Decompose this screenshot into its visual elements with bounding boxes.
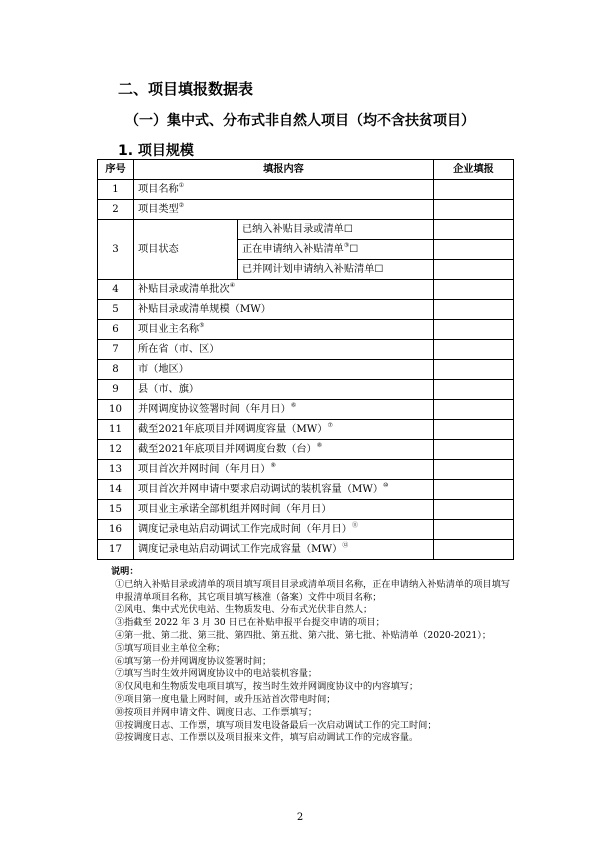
project-scale-table	[97, 159, 514, 560]
footnote-marker: ③	[343, 241, 350, 249]
footnote-marker: ⑦	[327, 421, 333, 429]
row-number: 1	[98, 180, 134, 200]
row-content-text: 项目名称	[138, 183, 179, 195]
row-content	[134, 540, 434, 560]
footnote-marker: ⑩	[383, 481, 389, 489]
note-line: ②风电、集中式光伏电站、生物质发电、分布式光伏非自然人；	[115, 604, 373, 616]
row-content-text: 补贴目录或清单批次	[138, 283, 230, 295]
section-heading: 二、项目填报数据表	[118, 80, 254, 98]
fill-cell[interactable]	[434, 340, 514, 360]
footnote-marker: ①	[178, 181, 185, 189]
row-content	[134, 300, 434, 320]
row-number: 13	[98, 460, 134, 480]
row-content-text: 截至2021年底项目并网调度台数（台）	[138, 443, 317, 455]
row-content-text: 县（市、旗）	[138, 383, 200, 395]
row-content	[134, 520, 434, 540]
row-content	[134, 220, 238, 280]
header-no: 序号	[98, 160, 134, 180]
table-row	[98, 320, 514, 340]
table-row	[98, 480, 514, 500]
fill-cell[interactable]	[434, 260, 514, 280]
row-number: 8	[98, 360, 134, 380]
footnote-marker: ⑥	[290, 401, 297, 409]
fill-cell[interactable]	[434, 420, 514, 440]
row-content	[134, 460, 434, 480]
note-line: ①已纳入补贴目录或清单的项目填写项目目录或清单项目名称，正在申请纳入补贴清单的项目填写申报清单项目名称，其它项目填写核准（备案）文件中项目名称；	[115, 578, 511, 603]
footnote-marker: ⑨	[270, 461, 276, 469]
note-line: ⑨项目第一度电量上网时间，或升压站首次带电时间；	[115, 693, 336, 705]
row-content	[134, 420, 434, 440]
status-option-text: 已纳入补贴目录或清单☐	[242, 223, 354, 235]
table-row	[98, 300, 514, 320]
row-content	[134, 320, 434, 340]
fill-cell[interactable]	[434, 360, 514, 380]
status-option	[238, 220, 434, 240]
fill-cell[interactable]	[434, 300, 514, 320]
note-line: ⑩按项目并网申请文件、调度日志、工作票填写；	[115, 706, 318, 718]
footnote-marker: ④	[229, 281, 236, 289]
note-line: ⑥填写第一份并网调度协议签署时间；	[115, 655, 272, 667]
row-number: 16	[98, 520, 134, 540]
table-row	[98, 540, 514, 560]
subsection-heading: （一）集中式、分布式非自然人项目（均不含扶贫项目）	[125, 113, 475, 129]
table-row	[98, 400, 514, 420]
row-number: 6	[98, 320, 134, 340]
row-number: 3	[98, 220, 134, 280]
row-content	[134, 480, 434, 500]
note-line: ⑫按调度日志、工作票以及项目报来文件，填写启动调试工作的完成容量。	[115, 732, 419, 744]
row-content	[134, 200, 434, 220]
row-content-text: 市（地区）	[138, 363, 189, 375]
header-fill: 企业填报	[434, 160, 514, 180]
checkbox-glyph: ☐	[349, 243, 359, 255]
footnote-marker: ⑫	[342, 541, 349, 549]
row-content	[134, 500, 434, 520]
row-number: 17	[98, 540, 134, 560]
row-content-text: 所在省（市、区）	[138, 343, 220, 355]
row-number: 7	[98, 340, 134, 360]
footnote-marker: ⑧	[316, 441, 323, 449]
fill-cell[interactable]	[434, 240, 514, 260]
fill-cell[interactable]	[434, 540, 514, 560]
table-header-row	[98, 160, 514, 180]
table-row	[98, 440, 514, 460]
row-content-text: 并网调度协议签署时间（年月日）	[138, 403, 291, 415]
fill-cell[interactable]	[434, 220, 514, 240]
table-row	[98, 280, 514, 300]
row-number: 5	[98, 300, 134, 320]
status-option	[238, 240, 434, 260]
table-row	[98, 520, 514, 540]
table-row	[98, 220, 514, 240]
row-content-text: 项目首次并网时间（年月日）	[138, 463, 271, 475]
row-number: 10	[98, 400, 134, 420]
note-line: ⑧仅风电和生物质发电项目填写，按当时生效并网调度协议中的内容填写；	[115, 681, 419, 693]
header-content: 填报内容	[134, 160, 434, 180]
row-number: 12	[98, 440, 134, 460]
table-row	[98, 340, 514, 360]
table-row	[98, 380, 514, 400]
footnote-marker: ⑪	[351, 521, 358, 529]
notes-title: 说明：	[111, 566, 139, 577]
row-content-text: 项目类型	[138, 203, 179, 215]
row-content-text: 截至2021年底项目并网调度容量（MW）	[138, 423, 328, 435]
row-number: 2	[98, 200, 134, 220]
table-row	[98, 460, 514, 480]
row-number: 4	[98, 280, 134, 300]
fill-cell[interactable]	[434, 500, 514, 520]
row-content	[134, 360, 434, 380]
row-content-text: 项目首次并网申请中要求启动调试的装机容量（MW）	[138, 483, 384, 495]
fill-cell[interactable]	[434, 180, 514, 200]
row-content	[134, 280, 434, 300]
table-heading: 1. 项目规模	[118, 143, 194, 159]
note-line: ③指截至 2022 年 3 月 30 日已在补贴申报平台提交申请的项目；	[115, 617, 385, 629]
note-line: ⑦填写当时生效并网调度协议中的电站装机容量；	[115, 668, 318, 680]
fill-cell[interactable]	[434, 480, 514, 500]
fill-cell[interactable]	[434, 440, 514, 460]
table-row	[98, 360, 514, 380]
row-content-text: 调度记录电站启动调试工作完成容量（MW）	[138, 543, 343, 555]
status-option	[238, 260, 434, 280]
row-content	[134, 180, 434, 200]
fill-cell[interactable]	[434, 200, 514, 220]
table-row	[98, 180, 514, 200]
fill-cell[interactable]	[434, 320, 514, 340]
row-content	[134, 400, 434, 420]
table-row	[98, 200, 514, 220]
row-content	[134, 380, 434, 400]
fill-cell[interactable]	[434, 400, 514, 420]
status-option-text: 已并网计划申请纳入补贴清单☐	[242, 263, 384, 275]
row-content	[134, 440, 434, 460]
row-number: 11	[98, 420, 134, 440]
footnote-marker: ②	[178, 201, 185, 209]
row-content-text: 项目状态	[138, 243, 179, 255]
footnote-marker: ⑤	[199, 321, 205, 329]
table-row	[98, 420, 514, 440]
fill-cell[interactable]	[434, 460, 514, 480]
row-number: 9	[98, 380, 134, 400]
row-content-text: 补贴目录或清单规模（MW）	[138, 303, 271, 315]
fill-cell[interactable]	[434, 520, 514, 540]
notes	[97, 566, 517, 745]
page-number: 2	[296, 812, 304, 823]
row-content-text: 项目业主名称	[138, 323, 200, 335]
row-content-text: 项目业主承诺全部机组并网时间（年月日）	[138, 503, 332, 515]
row-content-text: 调度记录电站启动调试工作完成时间（年月日）	[138, 523, 352, 535]
row-number: 15	[98, 500, 134, 520]
row-content	[134, 340, 434, 360]
fill-cell[interactable]	[434, 280, 514, 300]
note-line: ⑤填写项目业主单位全称；	[115, 642, 226, 654]
note-line: ④第一批、第二批、第三批、第四批、第五批、第六批、第七批、补贴清单（2020-2021）；	[115, 629, 492, 641]
note-line: ⑪按调度日志、工作票，填写项目发电设备最后一次启动调试工作的完工时间；	[115, 719, 437, 731]
status-option-text: 正在申请纳入补贴清单	[242, 243, 344, 255]
table-row	[98, 500, 514, 520]
row-number: 14	[98, 480, 134, 500]
fill-cell[interactable]	[434, 380, 514, 400]
